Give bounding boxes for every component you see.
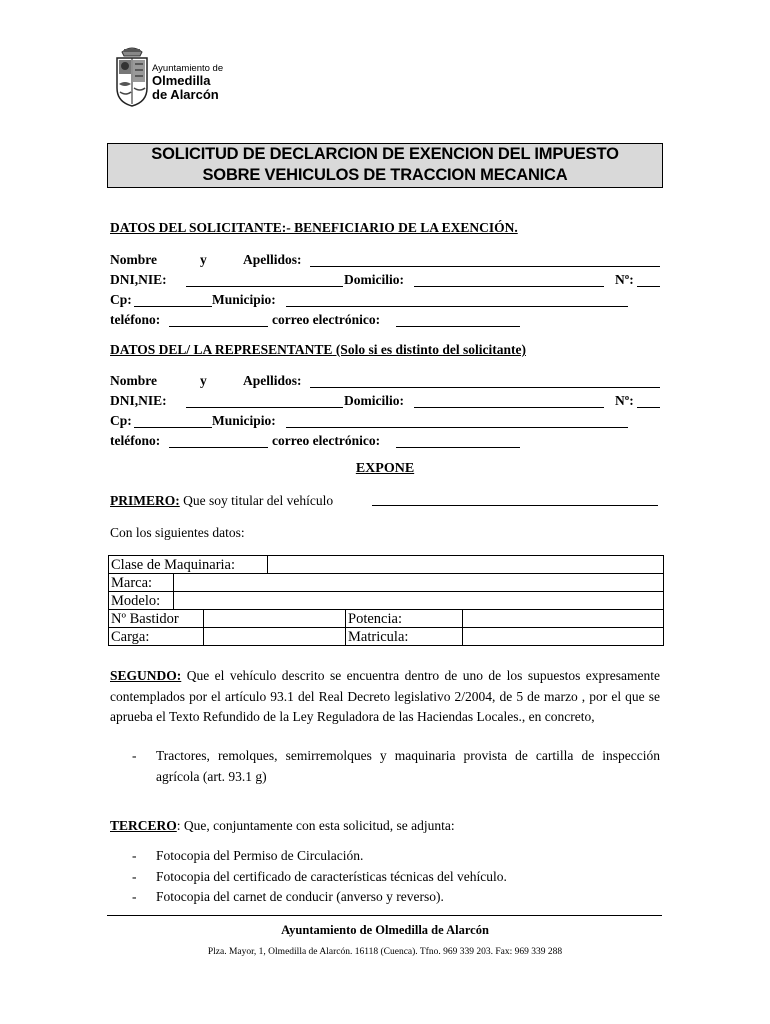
apellidos-label: Apellidos:: [243, 373, 302, 388]
telefono-field[interactable]: [169, 447, 268, 448]
footer-title: Ayuntamiento de Olmedilla de Alarcón: [281, 923, 489, 937]
municipio-label: Municipio:: [212, 413, 276, 428]
coat-of-arms-icon: [112, 44, 152, 110]
dni-label: DNI,NIE:: [110, 272, 167, 287]
y-label: y: [200, 252, 207, 267]
list-item: [110, 746, 660, 787]
numero-label: Nº:: [615, 272, 634, 287]
table-row: [109, 574, 664, 592]
title-line-2: SOBRE VEHICULOS DE TRACCION MECANICA: [202, 166, 568, 184]
table-row: [109, 610, 664, 628]
solicitante-cp-row: [110, 292, 660, 311]
cp-label: Cp:: [110, 413, 132, 428]
primero-label: PRIMERO:: [110, 493, 180, 508]
list-item: [110, 887, 660, 908]
list-item: [110, 846, 660, 867]
vehicle-data-table: [108, 555, 664, 646]
clase-label: Clase de Maquinaria:: [109, 556, 268, 574]
solicitante-heading: DATOS DEL SOLICITANTE:- BENEFICIARIO DE LA EXENCIÓN.: [110, 220, 518, 235]
attachment-item-text: Fotocopia del carnet de conducir (anverso y reverso).: [156, 889, 444, 904]
matricula-label: Matricula:: [346, 628, 463, 646]
municipal-logo: [112, 44, 252, 110]
table-row: [109, 628, 664, 646]
bastidor-label: Nº Bastidor: [109, 610, 204, 628]
tercero-paragraph: [110, 816, 660, 837]
numero-label: Nº:: [615, 393, 634, 408]
primero-paragraph: [110, 491, 670, 512]
representante-name-row: [110, 373, 660, 392]
vehiculo-field[interactable]: [372, 505, 658, 506]
municipio-field[interactable]: [286, 306, 628, 307]
apellidos-label[interactable]: Apellidos:: [243, 252, 302, 267]
municipio-label: Municipio:: [212, 292, 276, 307]
table-row: [109, 592, 664, 610]
segundo-bullet-list: [110, 746, 660, 787]
correo-label: correo electrónico:: [272, 433, 381, 448]
bastidor-field[interactable]: [204, 610, 346, 628]
footer-address: Plza. Mayor, 1, Olmedilla de Alarcón. 16118 (Cuenca). Tfno. 969 339 203. Fax: 969 339 288: [207, 947, 563, 957]
segundo-paragraph: [110, 666, 660, 728]
logo-line-2: Olmedilla: [152, 73, 211, 88]
logo-line-1: Ayuntamiento de: [152, 63, 224, 74]
bullet-dash: -: [132, 848, 137, 863]
representante-telefono-row: [110, 433, 660, 452]
segundo-bullet-text: Tractores, remolques, semirremolques y maquinaria provista de cartilla de inspección agrícola (art. 93.1 g): [156, 748, 660, 784]
document-title: [107, 143, 663, 188]
potencia-label: Potencia:: [346, 610, 463, 628]
marca-label: Marca:: [109, 574, 174, 592]
solicitante-telefono-row: [110, 312, 660, 331]
footer-divider: [107, 915, 662, 916]
tercero-attachment-list: [110, 846, 660, 908]
bullet-dash: -: [132, 748, 137, 763]
matricula-field[interactable]: [463, 628, 664, 646]
nombre-label: Nombre: [110, 252, 157, 267]
dni-field[interactable]: [186, 286, 343, 287]
tercero-text: : Que, conjuntamente con esta solicitud, se adjunta:: [176, 818, 455, 833]
bullet-dash: -: [132, 889, 137, 904]
numero-field[interactable]: [637, 286, 660, 287]
cp-field[interactable]: [134, 427, 212, 428]
list-item: [110, 867, 660, 888]
marca-field[interactable]: [174, 574, 664, 592]
domicilio-label: Domicilio:: [344, 393, 404, 408]
correo-field[interactable]: [396, 447, 520, 448]
modelo-label: Modelo:: [109, 592, 174, 610]
apellidos-field[interactable]: [310, 387, 660, 388]
apellidos-field[interactable]: [310, 266, 660, 267]
table-row: [109, 556, 664, 574]
segundo-text: Que el vehículo descrito se encuentra dentro de uno de los supuestos expresamente contemplados por el artículo 93.1 del Real Decreto legislativo 2/2004, de 5 de marzo , por el que se aprueba el Texto Refundido de la Ley Reguladora de las Haciendas Locales., en concreto,: [110, 668, 660, 724]
con-datos-text: Con los siguientes datos:: [110, 525, 245, 540]
dni-field[interactable]: [186, 407, 343, 408]
tercero-label: TERCERO: [110, 818, 177, 833]
modelo-field[interactable]: [174, 592, 664, 610]
bullet-dash: -: [132, 868, 137, 884]
telefono-field[interactable]: [169, 326, 268, 327]
representante-heading-main: DATOS DEL/ LA REPRESENTANTE: [110, 342, 333, 357]
attachment-item-text: Fotocopia del certificado de características técnicas del vehículo.: [156, 868, 507, 884]
cp-field[interactable]: [134, 306, 212, 307]
title-line-1: SOLICITUD DE DECLARCION DE EXENCION DEL IMPUESTO: [151, 145, 619, 163]
y-label: y: [200, 373, 207, 388]
representante-heading: [110, 342, 526, 358]
segundo-label: SEGUNDO:: [110, 668, 182, 683]
carga-label: Carga:: [109, 628, 204, 646]
domicilio-label: Domicilio:: [344, 272, 404, 287]
cp-label: Cp:: [110, 292, 132, 307]
clase-field[interactable]: [268, 556, 664, 574]
numero-field[interactable]: [637, 407, 660, 408]
carga-field[interactable]: [204, 628, 346, 646]
correo-label: correo electrónico:: [272, 312, 381, 327]
domicilio-field[interactable]: [414, 407, 604, 408]
representante-dni-row: [110, 393, 660, 412]
correo-field[interactable]: [396, 326, 520, 327]
logo-line-3: de Alarcón: [152, 87, 219, 102]
solicitante-dni-row: [110, 272, 660, 291]
potencia-field[interactable]: [463, 610, 664, 628]
primero-text: Que soy titular del vehículo: [179, 493, 334, 508]
attachment-item-text: Fotocopia del Permiso de Circulación.: [156, 848, 364, 863]
nombre-label: Nombre: [110, 373, 157, 388]
domicilio-field[interactable]: [414, 286, 604, 287]
municipio-field[interactable]: [286, 427, 628, 428]
dni-label: DNI,NIE:: [110, 393, 167, 408]
representante-heading-note: (Solo si es distinto del solicitante): [332, 342, 526, 357]
telefono-label: teléfono:: [110, 312, 161, 327]
representante-cp-row: [110, 413, 660, 432]
solicitante-name-row: [110, 252, 660, 271]
telefono-label: teléfono:: [110, 433, 161, 448]
expone-heading: EXPONE: [355, 461, 415, 476]
